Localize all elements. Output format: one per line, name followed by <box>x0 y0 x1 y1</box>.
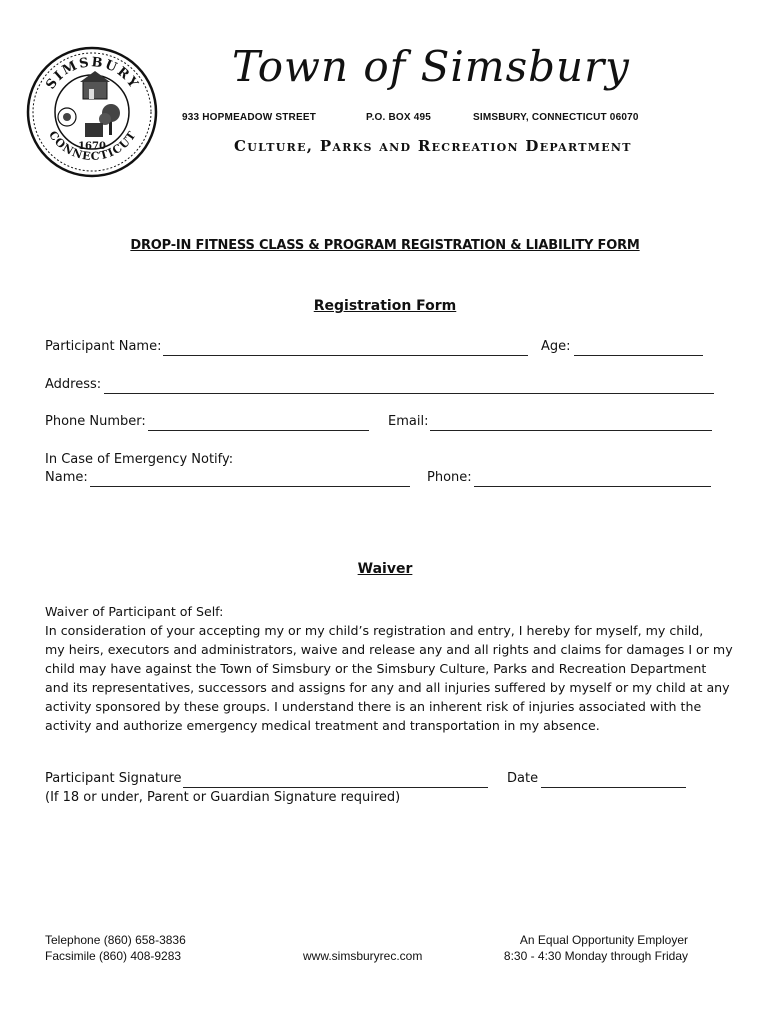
telephone-number: Telephone (860) 658-3836 <box>45 933 186 947</box>
street-address: 933 HOPMEADOW STREET <box>182 112 317 123</box>
emergency-phone-field[interactable] <box>474 486 711 487</box>
registration-heading: Registration Form <box>313 298 457 314</box>
town-seal-logo <box>25 45 160 180</box>
fax-number: Facsimile (860) 408-9283 <box>45 949 182 963</box>
po-box: P.O. BOX 495 <box>366 112 432 123</box>
age-label: Age: <box>541 339 571 354</box>
equal-opportunity-text: An Equal Opportunity Employer <box>519 933 688 947</box>
phone-number-field[interactable] <box>148 430 369 431</box>
waiver-text <box>45 602 735 735</box>
waiver-line: and its representatives, successors and assigns for any and all injuries suffered by myself or my child at any <box>45 680 730 695</box>
website-link[interactable]: www.simsburyrec.com <box>303 949 423 963</box>
participant-name-field[interactable] <box>163 355 528 356</box>
form-title: DROP-IN FITNESS CLASS & PROGRAM REGISTRATION & LIABILITY FORM <box>130 238 640 253</box>
waiver-heading: Waiver <box>357 561 413 577</box>
guardian-note: (If 18 or under, Parent or Guardian Signature required) <box>45 790 401 805</box>
email-label: Email: <box>388 414 429 429</box>
email-field[interactable] <box>430 430 712 431</box>
seal-year: 1670 <box>78 141 106 152</box>
address-label: Address: <box>45 377 102 392</box>
waiver-line: activity sponsored by these groups. I understand there is an inherent risk of injuries associated with the <box>45 699 702 714</box>
waiver-line: activity and authorize emergency medical treatment and transportation in my absence. <box>45 718 600 733</box>
date-label: Date <box>507 771 539 786</box>
seal-top-text: SIMSBURY <box>43 55 142 93</box>
town-title: Town of Simsbury <box>232 42 630 91</box>
seal-bottom-text: CONNECTICUT <box>46 128 139 164</box>
department-name: Culture, Parks and Recreation Department <box>234 137 632 155</box>
date-field[interactable] <box>541 787 686 788</box>
city-state-zip: SIMSBURY, CONNECTICUT 06070 <box>473 112 639 123</box>
emergency-name-label: Name: <box>45 470 88 485</box>
waiver-line: child may have against the Town of Simsbury or the Simsbury Culture, Parks and Recreation Department <box>45 661 707 676</box>
phone-number-label: Phone Number: <box>45 414 146 429</box>
age-field[interactable] <box>574 355 703 356</box>
office-hours: 8:30 - 4:30 Monday through Friday <box>503 949 688 963</box>
emergency-name-field[interactable] <box>90 486 410 487</box>
waiver-line: my heirs, executors and administrators, waive and release any and all rights and claims for damages I or my <box>45 642 733 657</box>
waiver-subheading: Waiver of Participant of Self: <box>45 604 224 619</box>
address-field[interactable] <box>104 393 714 394</box>
emergency-contact-label: In Case of Emergency Notify: <box>45 452 234 467</box>
participant-signature-field[interactable] <box>183 787 488 788</box>
emergency-phone-label: Phone: <box>427 470 472 485</box>
participant-name-label: Participant Name: <box>45 339 162 354</box>
waiver-line: In consideration of your accepting my or my child’s registration and entry, I hereby for myself, my child, <box>45 623 704 638</box>
participant-signature-label: Participant Signature <box>45 771 182 786</box>
